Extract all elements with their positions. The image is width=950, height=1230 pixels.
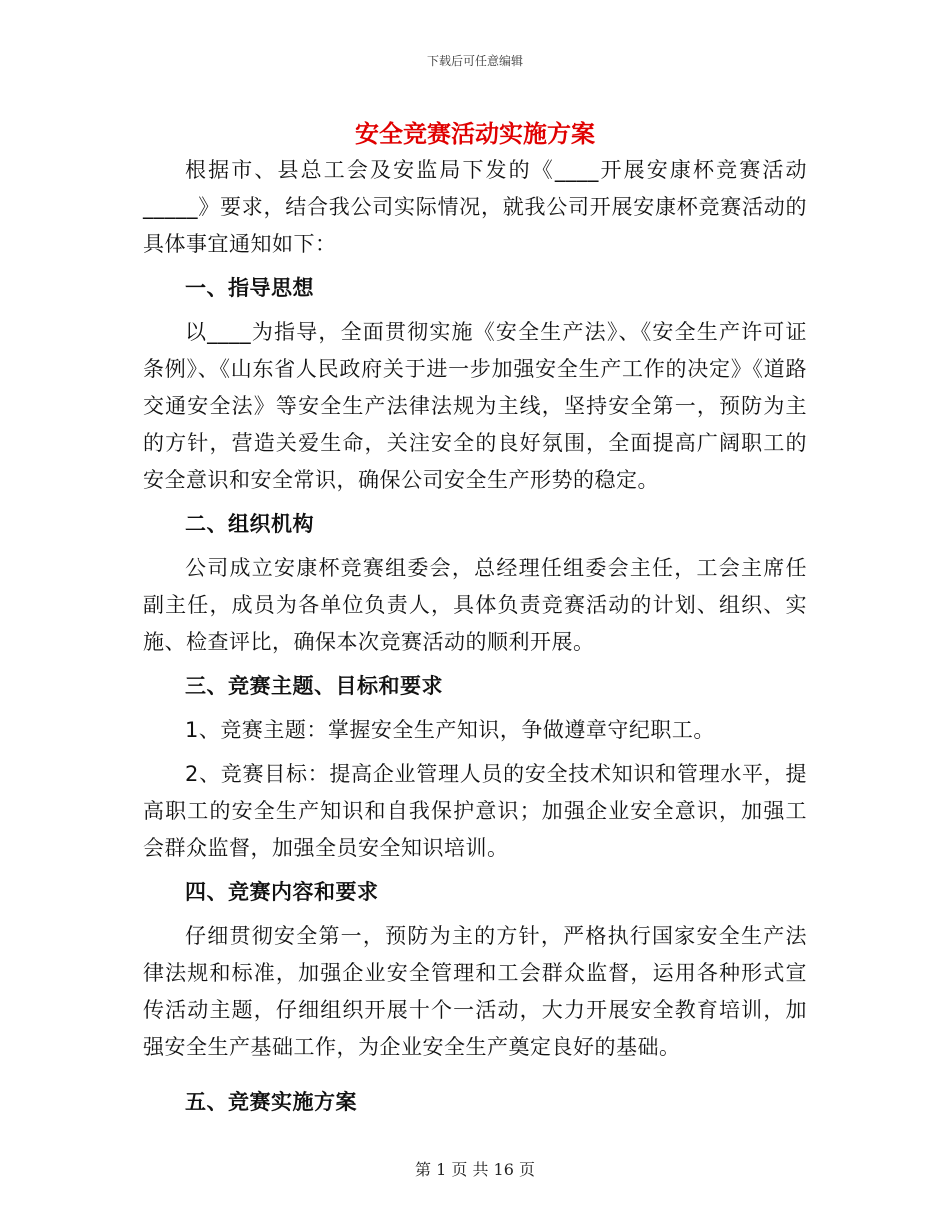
goal-item: 2、竞赛目标：提高企业管理人员的安全技术知识和管理水平，提高职工的安全生产知识和自我保护意识；加强企业安全意识，加强工会群众监督，加强全员安全知识培训。 [143, 762, 807, 860]
section-text-organization: 公司成立安康杯竞赛组委会，总经理任组委会主任，工会主席任副主任，成员为各单位负责人，具体负责竞赛活动的计划、组织、实施、检查评比，确保本次竞赛活动的顺利开展。 [143, 556, 807, 654]
section-heading-implementation: 五、竞赛实施方案 [185, 1090, 357, 1114]
page-footer: 第 1 页 共 16 页 [415, 1160, 535, 1179]
section-heading-theme-goals: 三、竞赛主题、目标和要求 [185, 674, 443, 698]
document-body [143, 152, 807, 1121]
header-note: 下载后可任意编辑 [426, 54, 523, 68]
intro-paragraph: 根据市、县总工会及安监局下发的《____开展安康杯竞赛活动_____》要求，结合我公司实际情况，就我公司开展安康杯竞赛活动的具体事宜通知如下： [143, 158, 807, 256]
document-title: 安全竞赛活动实施方案 [355, 120, 595, 148]
section-heading-content-requirements: 四、竞赛内容和要求 [185, 880, 379, 904]
section-heading-guiding-ideology: 一、指导思想 [185, 276, 314, 300]
section-text-guiding-ideology: 以____为指导，全面贯彻实施《安全生产法》、《安全生产许可证条例》、《山东省人民政府关于进一步加强安全生产工作的决定》《道路交通安全法》等安全生产法律法规为主线，坚持安全第一，预防为主的方针，营造关爱生命，关注安全的良好氛围，全面提高广阔职工的安全意识和安全常识，确保公司安全生产形势的稳定。 [143, 320, 807, 492]
theme-item: 1、竞赛主题：掌握安全生产知识，争做遵章守纪职工。 [185, 718, 715, 742]
section-text-content-requirements: 仔细贯彻安全第一，预防为主的方针，严格执行国家安全生产法律法规和标准，加强企业安全管理和工会群众监督，运用各种形式宣传活动主题，仔细组织开展十个一活动，大力开展安全教育培训，加强安全生产基础工作，为企业安全生产奠定良好的基础。 [143, 924, 807, 1059]
section-heading-organization: 二、组织机构 [185, 512, 314, 536]
